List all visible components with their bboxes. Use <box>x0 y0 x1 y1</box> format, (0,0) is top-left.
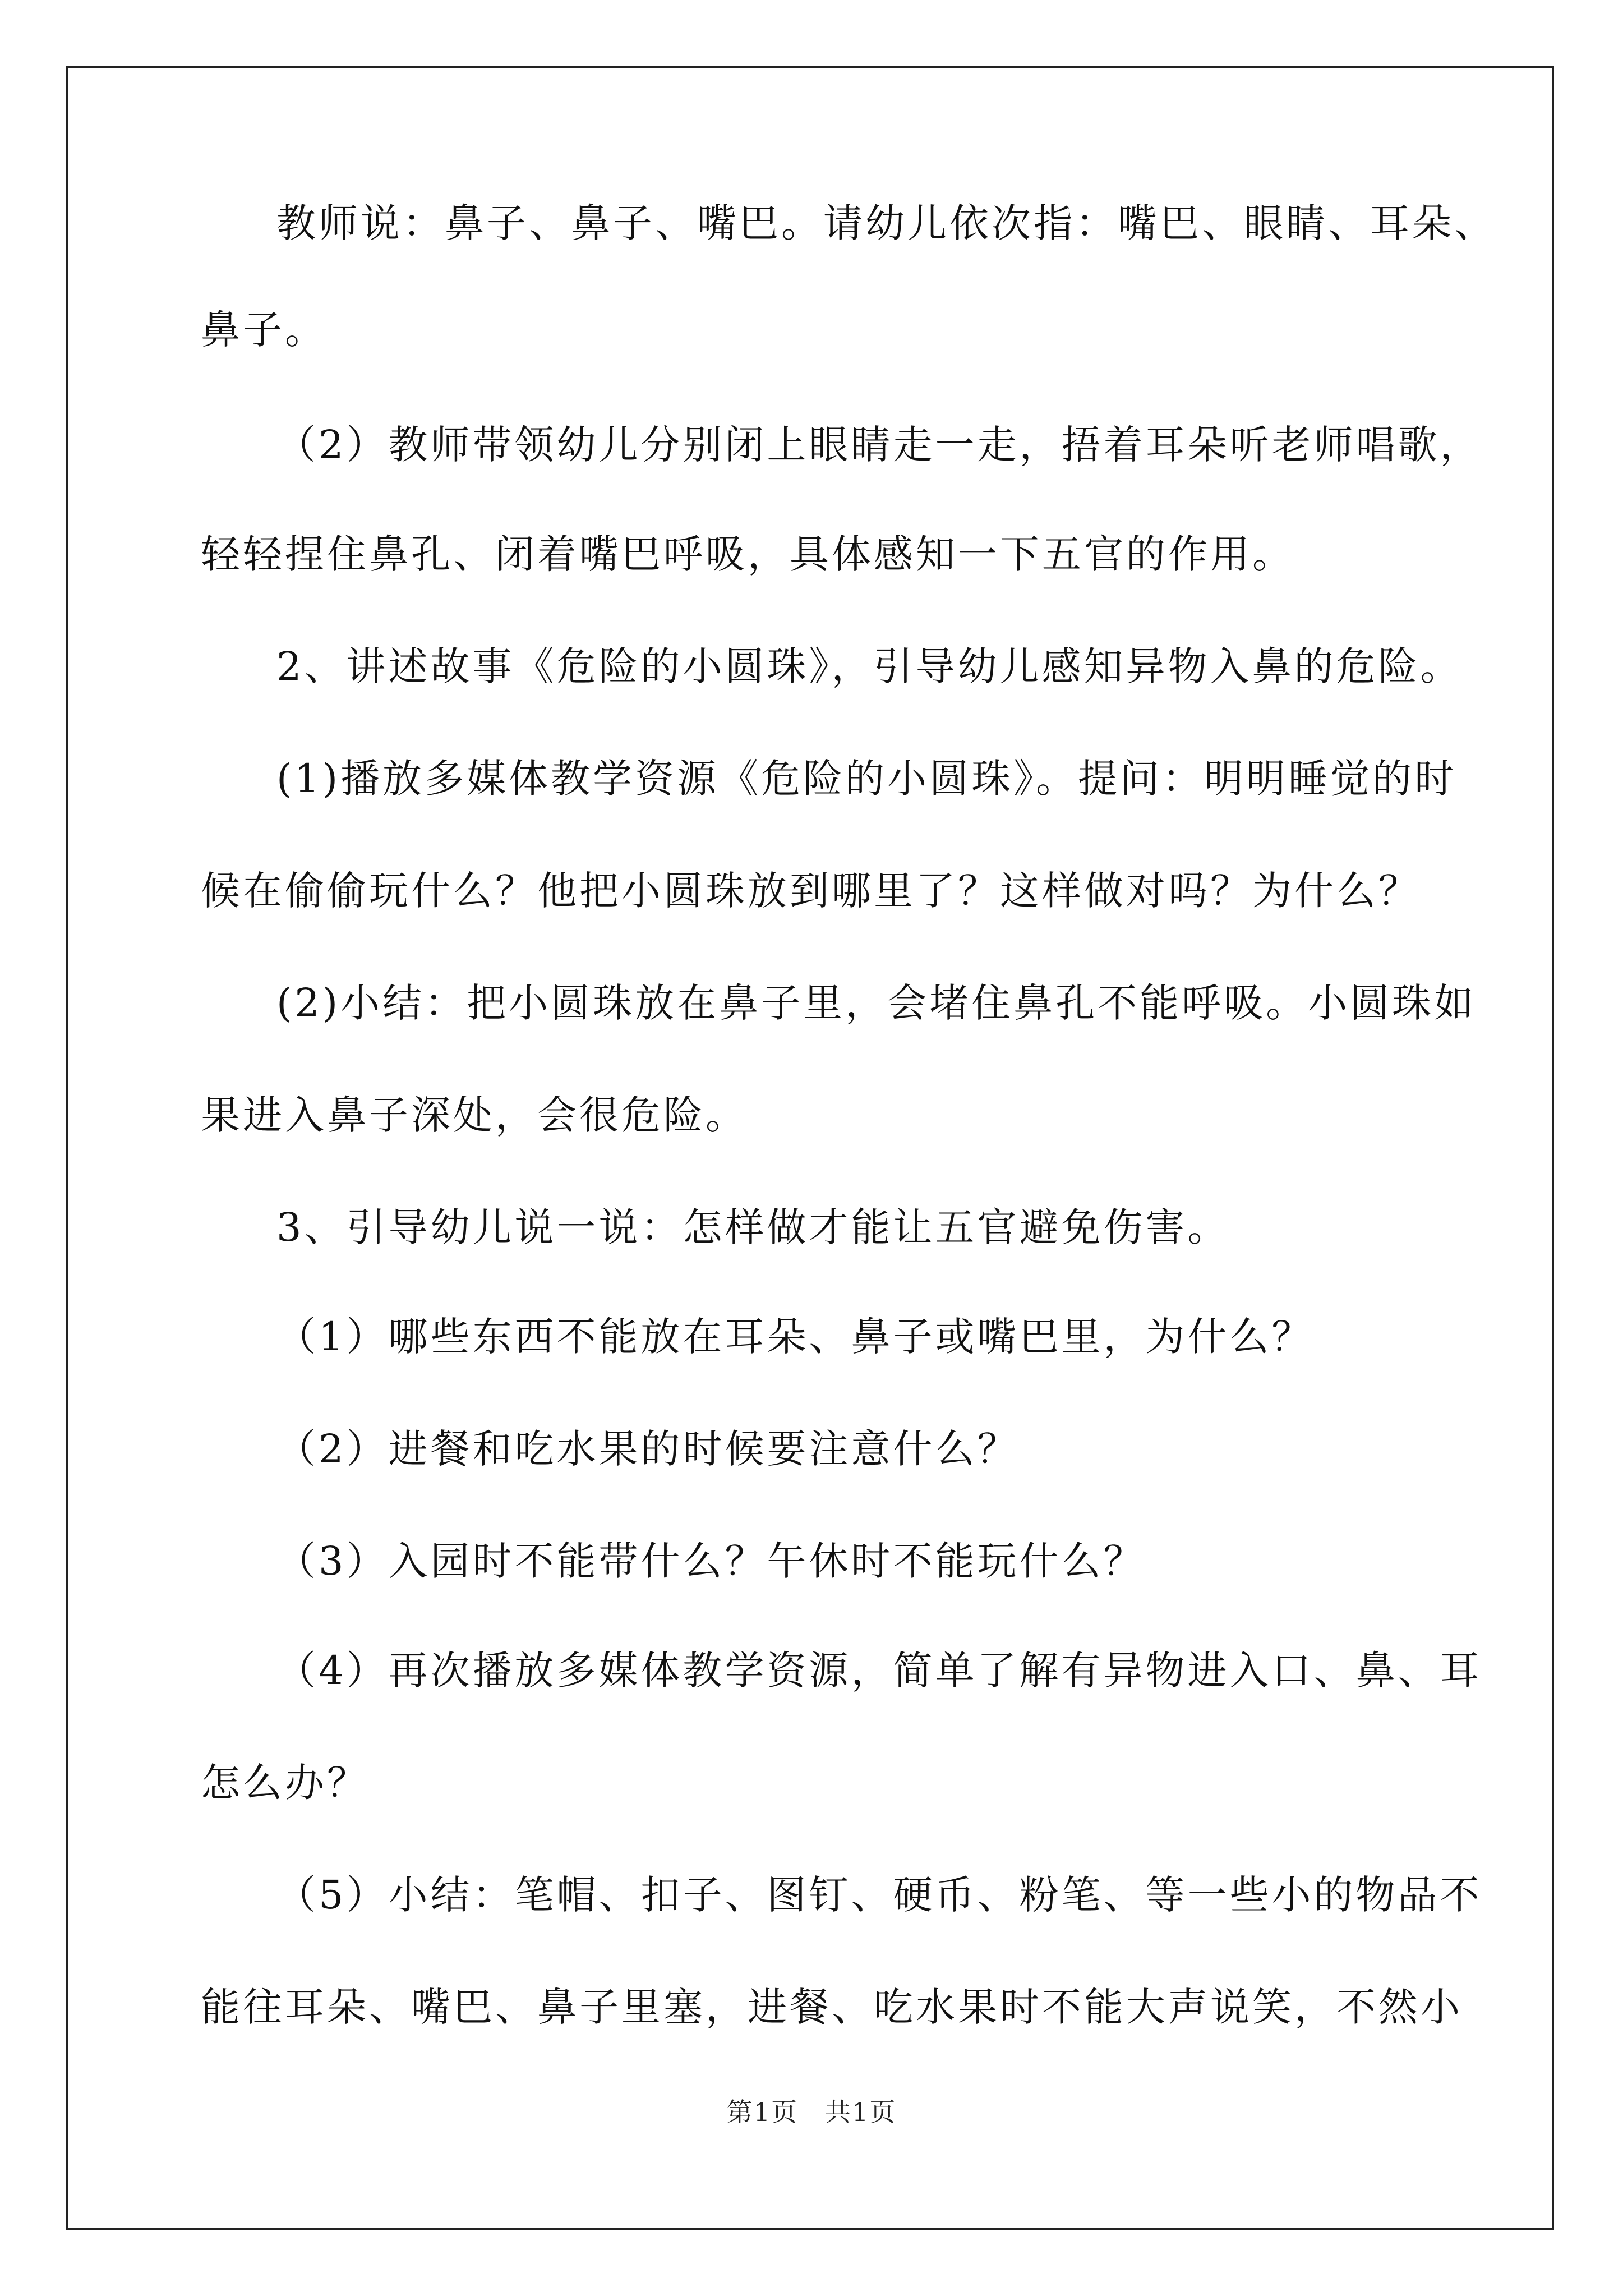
text-line: (1)播放多媒体教学资源《危险的小圆珠》。提问：明明睡觉的时 <box>276 756 1457 802</box>
text-line: 能往耳朵、嘴巴、鼻子里塞，进餐、吃水果时不能大声说笑，不然小 <box>201 1984 1463 2030</box>
text-line: （2）教师带领幼儿分别闭上眼睛走一走，捂着耳朵听老师唱歌， <box>276 422 1482 468</box>
text-line: （5）小结：笔帽、扣子、图钉、硬币、粉笔、等一些小的物品不 <box>276 1872 1482 1918</box>
text-line: (2)小结：把小圆珠放在鼻子里，会堵住鼻孔不能呼吸。小圆珠如 <box>276 980 1477 1026</box>
text-line: （4）再次播放多媒体教学资源，简单了解有异物进入口、鼻、耳 <box>276 1648 1482 1694</box>
text-line: 鼻子。 <box>201 307 327 353</box>
text-line: 候在偷偷玩什么？他把小圆珠放到哪里了？这样做对吗？为什么？ <box>201 868 1421 914</box>
page-number-footer: 第1页 共1页 <box>726 2097 897 2127</box>
text-line: （1）哪些东西不能放在耳朵、鼻子或嘴巴里，为什么？ <box>276 1314 1314 1360</box>
text-line: 2、讲述故事《危险的小圆珠》，引导幼儿感知异物入鼻的危险。 <box>276 643 1463 689</box>
text-line: 轻轻捏住鼻孔、闭着嘴巴呼吸，具体感知一下五官的作用。 <box>201 531 1294 577</box>
text-line: 3、引导幼儿说一说：怎样做才能让五官避免伤害。 <box>276 1204 1230 1250</box>
text-line: （2）进餐和吃水果的时候要注意什么？ <box>276 1426 1020 1472</box>
text-line: 怎么办？ <box>201 1760 369 1806</box>
text-line: 果进入鼻子深处，会很危险。 <box>201 1092 748 1138</box>
text-line: （3）入园时不能带什么？午休时不能玩什么？ <box>276 1538 1146 1584</box>
text-line: 教师说：鼻子、鼻子、嘴巴。请幼儿依次指：嘴巴、眼睛、耳朵、 <box>276 200 1496 246</box>
